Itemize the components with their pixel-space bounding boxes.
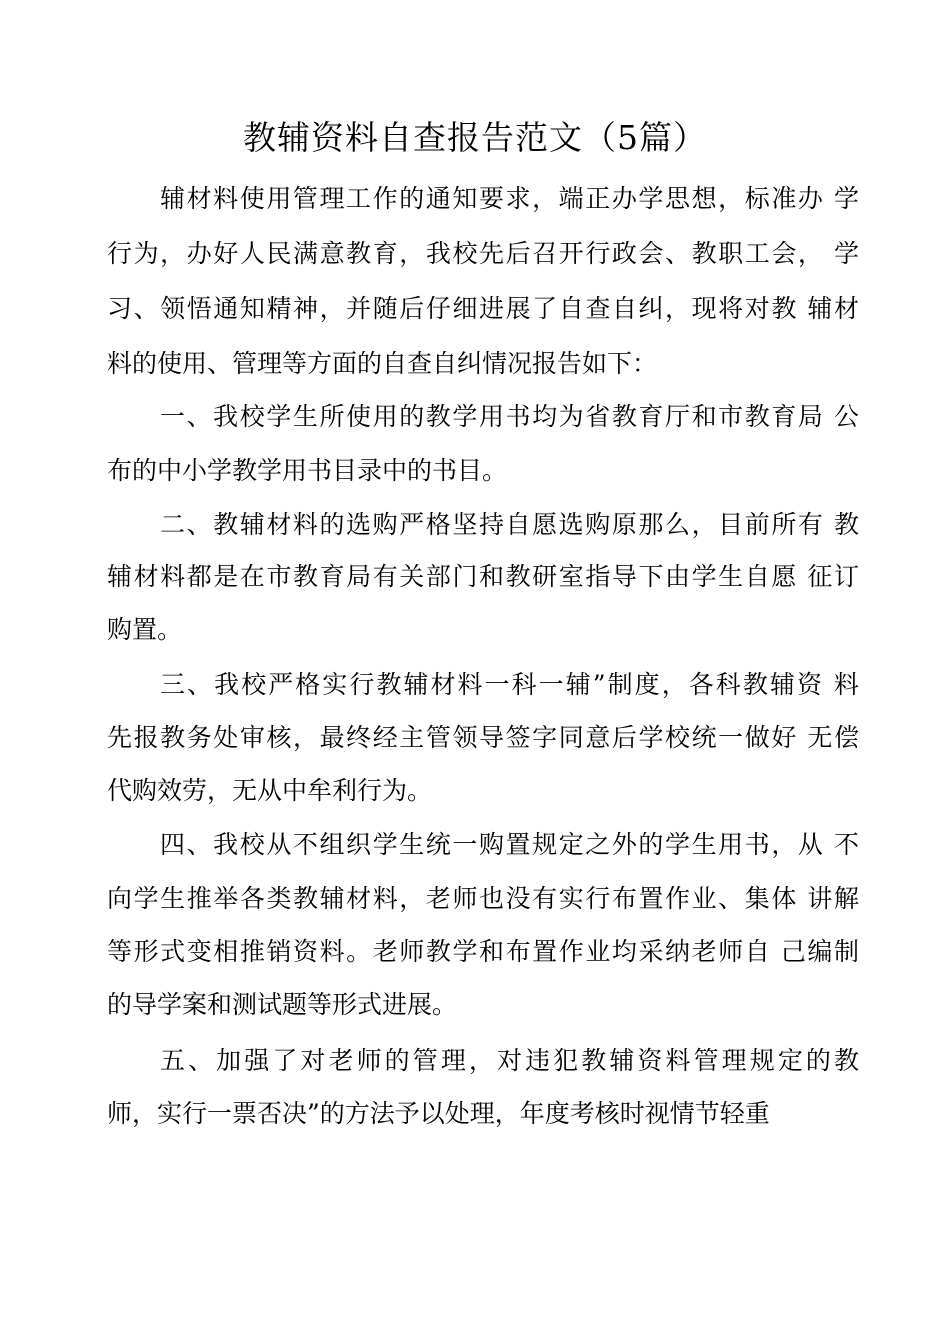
paragraph-line: 三、我校严格实行教辅材料一科一辅”制度，各科教辅资 料 [160,670,859,699]
paragraph-line: 辅材料使用管理工作的通知要求，端正办学思想，标准办 学 [160,184,859,213]
paragraph-line: 二、教辅材料的选购严格坚持自愿选购原那么，目前所有 教 [160,510,859,539]
paragraph-line: 行为，办好人民满意教育，我校先后召开行政会、教职工会， 学 [107,239,859,268]
paragraph-line: 师，实行一票否决”的方法予以处理，年度考核时视情节轻重 [107,1099,770,1128]
paragraph-line: 向学生推举各类教辅材料，老师也没有实行布置作业、集体 讲解 [107,884,859,913]
paragraph-line: 一、我校学生所使用的教学用书均为省教育厅和市教育局 公 [160,402,859,431]
paragraph-line: 代购效劳，无从中牟利行为。 [107,776,433,805]
paragraph-line: 五、加强了对老师的管理，对违犯教辅资料管理规定的教 [160,1046,859,1075]
document-title: 教辅资料自查报告范文（5篇） [243,118,707,157]
paragraph-line: 等形式变相推销资料。老师教学和布置作业均采纳老师自 己编制 [107,937,859,966]
paragraph-line: 习、领悟通知精神，并随后仔细进展了自查自纠，现将对教 辅材 [107,294,859,323]
paragraph-line: 四、我校从不组织学生统一购置规定之外的学生用书，从 不 [160,830,859,859]
paragraph-line: 先报教务处审核，最终经主管领导签字同意后学校统一做好 无偿 [107,723,859,752]
paragraph-line: 购置。 [107,615,183,644]
paragraph-line: 布的中小学教学用书目录中的书目。 [107,456,508,485]
paragraph-line: 的导学案和测试题等形式进展。 [107,990,458,1019]
paragraph-line: 料的使用、管理等方面的自查自纠情况报告如下： [107,349,658,378]
paragraph-line: 辅材料都是在市教育局有关部门和教研室指导下由学生自愿 征订 [107,562,859,591]
